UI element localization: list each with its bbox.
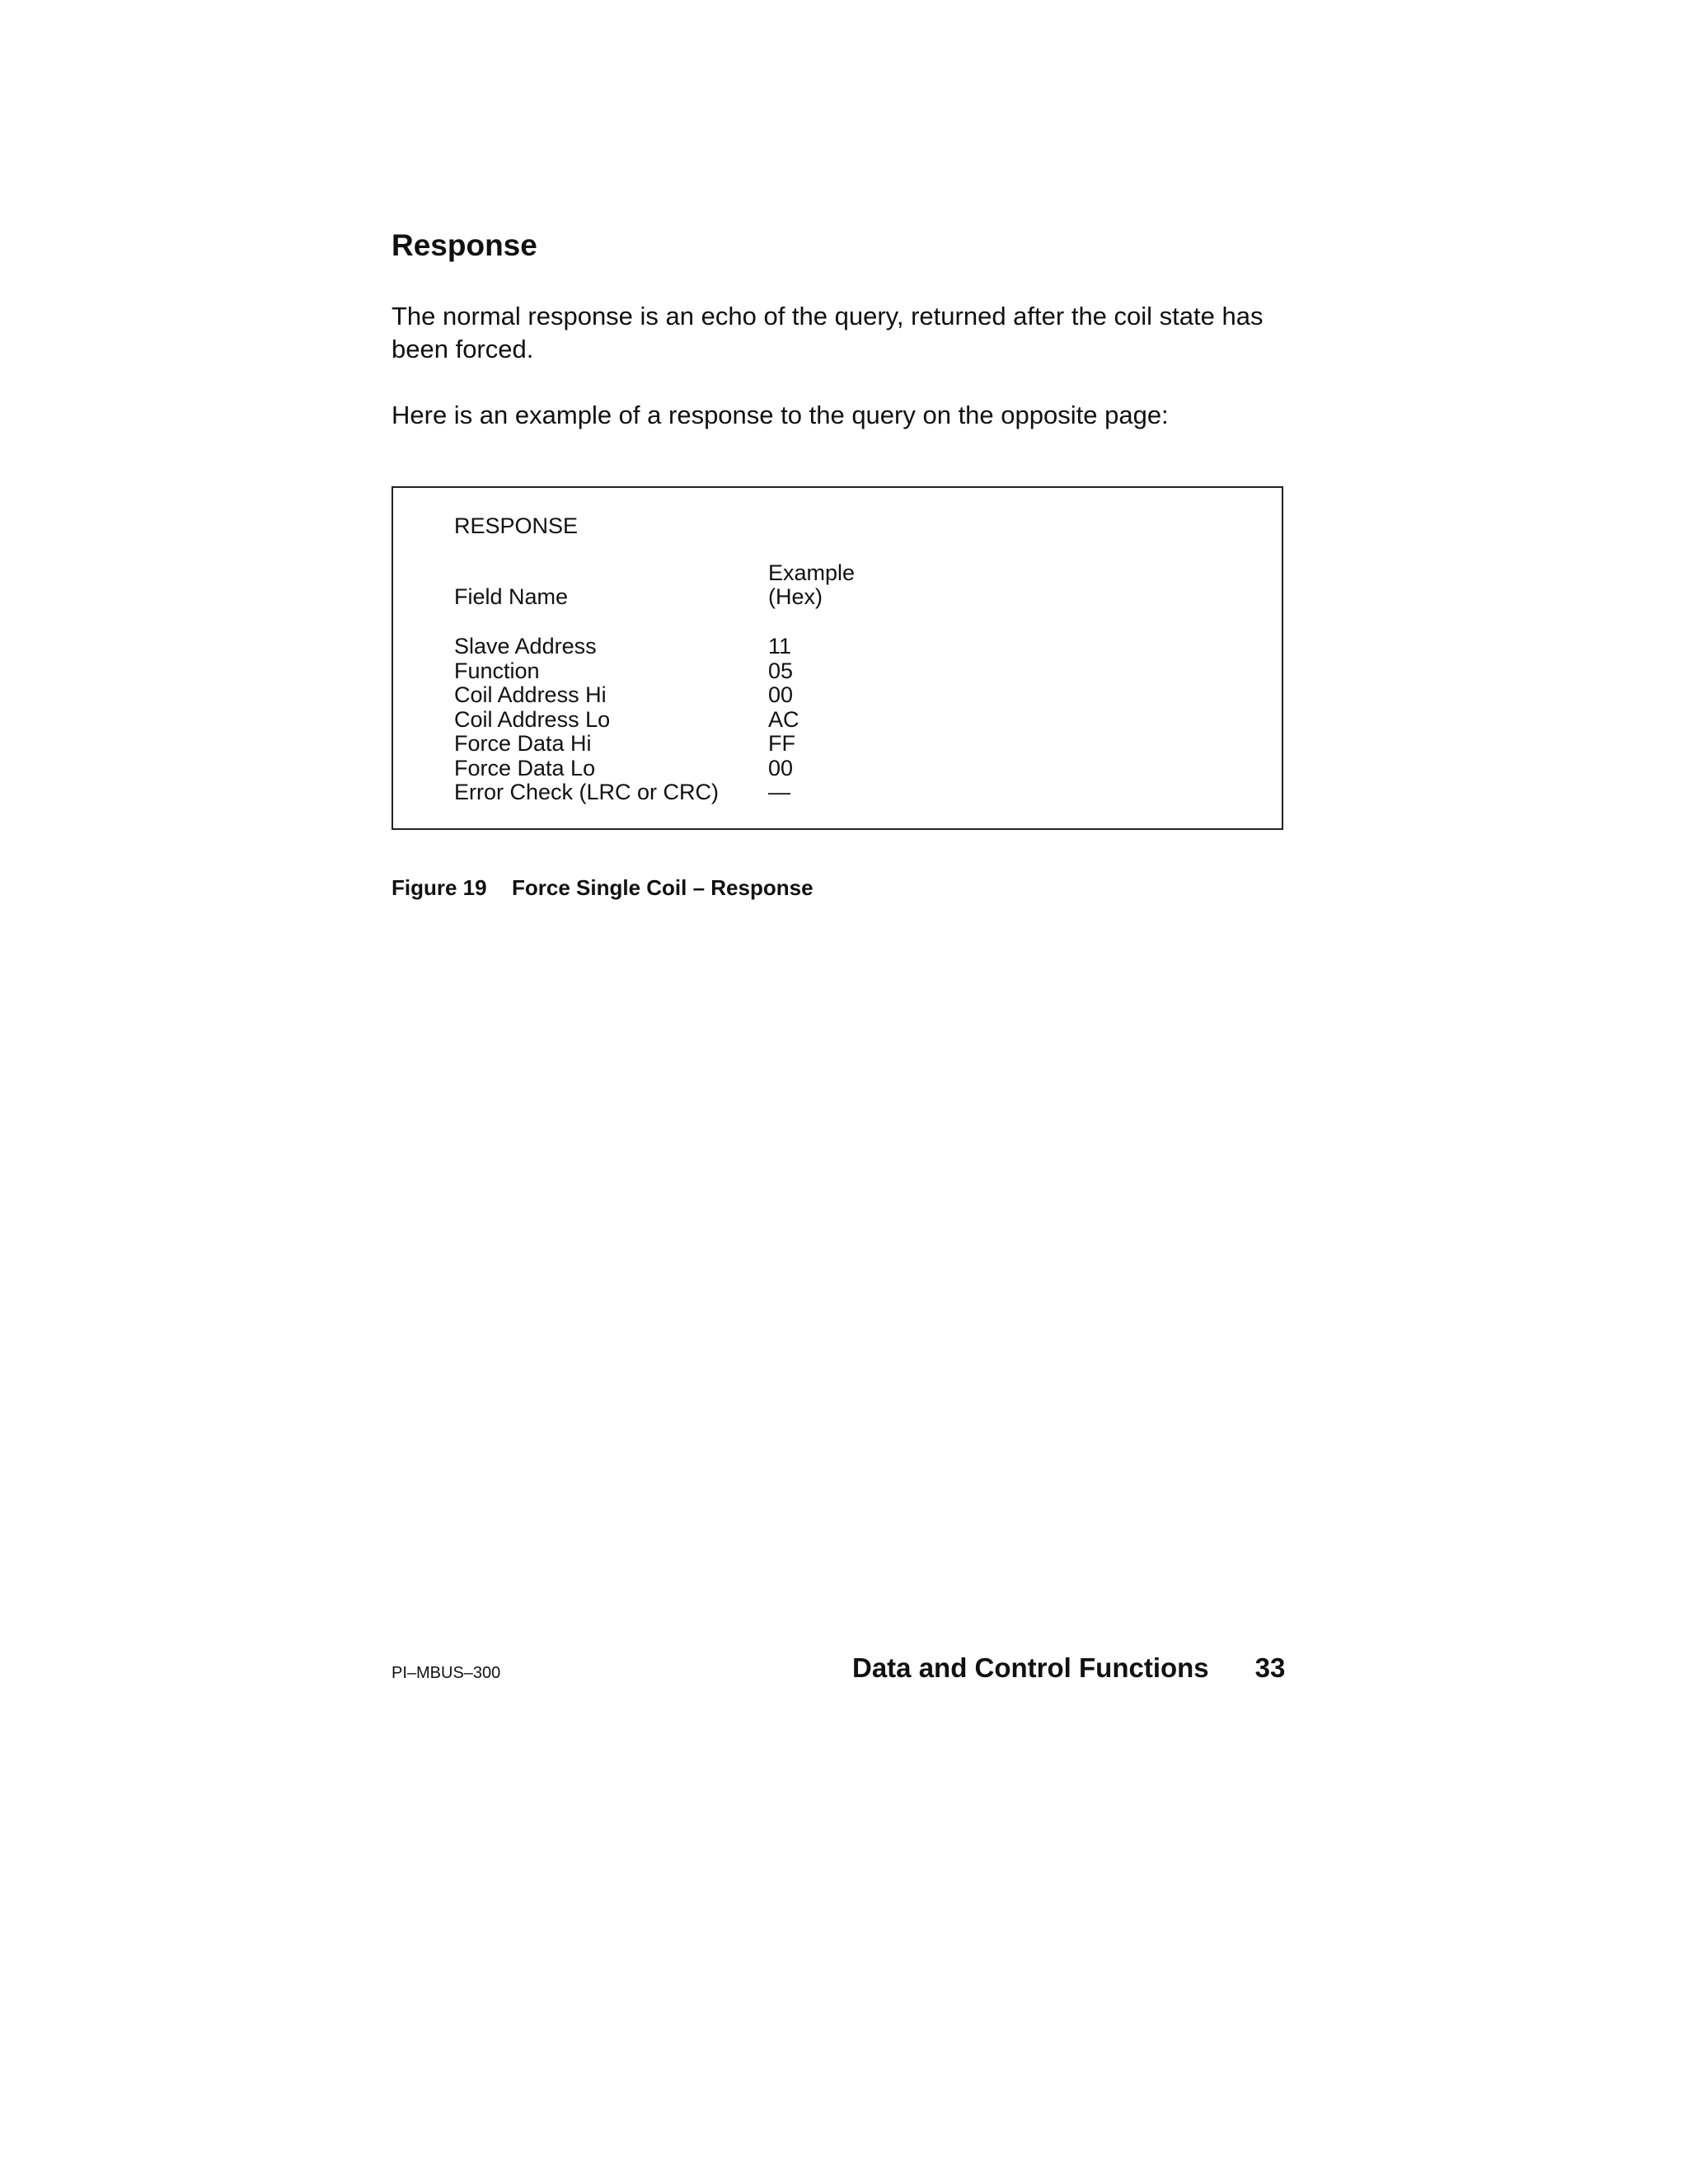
table-row bbox=[454, 659, 933, 684]
figure-heading: RESPONSE bbox=[454, 513, 579, 538]
section-title: Response bbox=[392, 228, 537, 262]
field-name: Force Data Lo bbox=[454, 755, 596, 780]
paragraph-echo: The normal response is an echo of the query, returned after the coil state has been forced. bbox=[392, 302, 1264, 363]
field-name: Function bbox=[454, 658, 540, 683]
table-row bbox=[454, 683, 933, 708]
field-name: Slave Address bbox=[454, 634, 597, 658]
footer-doc-id: PI–MBUS–300 bbox=[392, 1664, 501, 1682]
column-header-example bbox=[768, 561, 855, 609]
footer-page-number: 33 bbox=[1254, 1652, 1286, 1683]
field-value: 05 bbox=[768, 658, 794, 683]
field-name: Error Check (LRC or CRC) bbox=[454, 780, 720, 804]
table-row bbox=[454, 732, 933, 757]
column-header-field-name: Field Name bbox=[454, 584, 569, 609]
field-value: FF bbox=[768, 731, 795, 756]
table-row bbox=[454, 635, 933, 659]
footer-chapter-title: Data and Control Functions bbox=[852, 1652, 1209, 1683]
table-row bbox=[454, 780, 933, 805]
table-row bbox=[454, 757, 933, 781]
field-rows bbox=[454, 635, 933, 805]
field-value: 00 bbox=[768, 755, 794, 780]
response-figure-box bbox=[392, 486, 1283, 830]
figure-caption bbox=[392, 874, 814, 901]
figure-caption-title: Force Single Coil – Response bbox=[512, 875, 814, 900]
paragraph-example-intro: Here is an example of a response to the query on the opposite page: bbox=[392, 401, 1169, 429]
figure-caption-number: Figure 19 bbox=[392, 875, 487, 900]
field-name: Force Data Hi bbox=[454, 731, 592, 756]
table-row bbox=[454, 708, 933, 733]
field-name: Coil Address Hi bbox=[454, 682, 607, 707]
field-value: 11 bbox=[768, 634, 792, 658]
column-header-example-line2: (Hex) bbox=[768, 584, 823, 609]
field-value: AC bbox=[768, 706, 799, 732]
field-value: 00 bbox=[768, 682, 794, 707]
field-name: Coil Address Lo bbox=[454, 706, 611, 732]
field-value: — bbox=[768, 780, 790, 804]
column-header-example-line1: Example bbox=[768, 560, 856, 585]
footer-chapter-block bbox=[852, 1652, 1285, 1685]
